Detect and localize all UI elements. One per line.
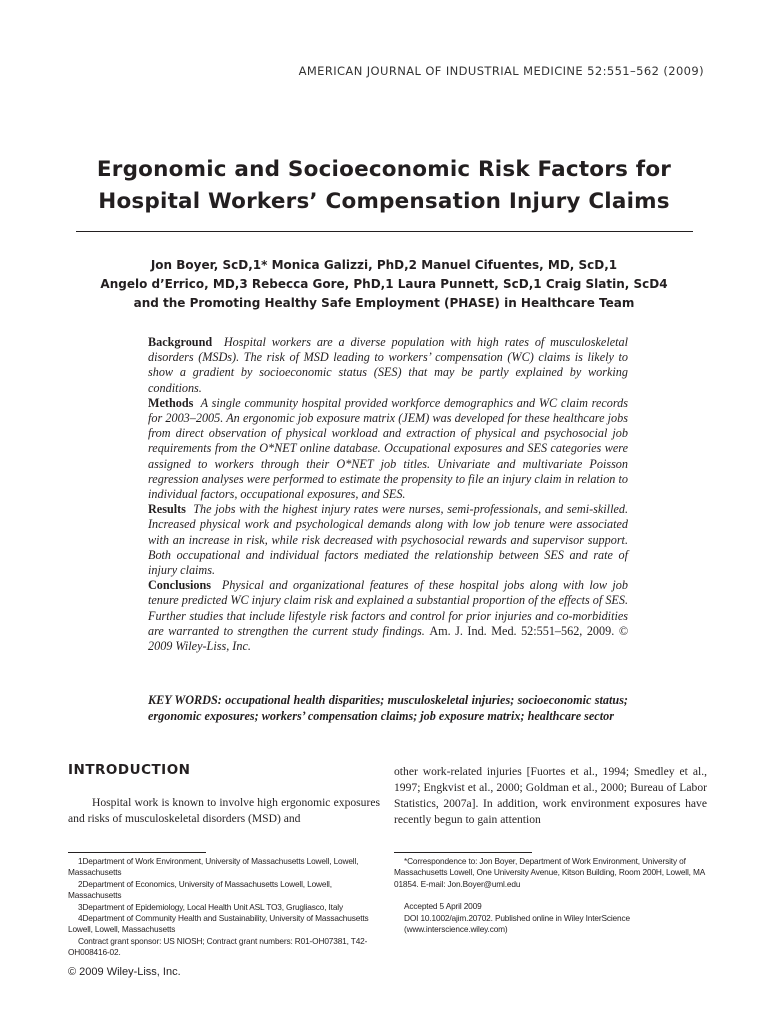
grant-footnote: Contract grant sponsor: US NIOSH; Contract grant numbers: R01-OH07381, T42-OH008416-02. <box>68 935 368 958</box>
author-line-3: and the Promoting Healthy Safe Employment (PHASE) in Healthcare Team <box>133 296 635 310</box>
introduction-column-2: other work-related injuries [Fuortes et al., 1994; Smedley et al., 1997; Engkvist et al., 2000; Goldman et al., 2000; Bureau of Labor Statistics, 2007a]. In addition, work environment exposures have recently begun to gain attention <box>394 765 707 826</box>
correspondence-footnotes <box>394 856 708 935</box>
conclusions-text: Physical and organizational features of these hospital jobs along with low job tenure predicted WC injury claim risk and explained a substantial proportion of the effects of SES. Further studies that include lifestyle risk factors and control for prior injuries and co-morbidities are warranted to strengthen the current study findings. <box>148 578 628 638</box>
journal-header: AMERICAN JOURNAL OF INDUSTRIAL MEDICINE 52:551–562 (2009) <box>298 64 704 78</box>
affiliation-2: 2Department of Economics, University of Massachusetts Lowell, Lowell, Massachusetts <box>68 878 332 901</box>
title-rule <box>76 231 693 232</box>
author-line-1: Jon Boyer, ScD,1* Monica Galizzi, PhD,2 Manuel Cifuentes, MD, ScD,1 <box>150 258 618 272</box>
keywords: KEY WORDS: occupational health disparities; musculoskeletal injuries; socioeconomic status; ergonomic exposures; workers’ compensation claims; job exposure matrix; healthcare sector <box>148 693 628 723</box>
abstract-results <box>148 502 628 578</box>
affiliation-3: 3Department of Epidemiology, Local Health Unit ASL TO3, Grugliasco, Italy <box>78 901 343 912</box>
article-title <box>0 154 768 218</box>
background-label: Background <box>148 335 213 349</box>
abstract-conclusions <box>148 578 628 654</box>
title-line-2: Hospital Workers’ Compensation Injury Claims <box>98 189 670 214</box>
author-line-2: Angelo d’Errico, MD,3 Rebecca Gore, PhD,1 Laura Punnett, ScD,1 Craig Slatin, ScD4 <box>100 277 668 291</box>
footnote-rule-right <box>394 852 532 853</box>
copyright-notice: © 2009 Wiley-Liss, Inc. <box>68 966 181 978</box>
abstract-methods <box>148 396 628 502</box>
affiliation-1: 1Department of Work Environment, University of Massachusetts Lowell, Lowell, Massachusetts <box>68 856 359 878</box>
abstract-citation-copyright: © 2009 Wiley-Liss, Inc. <box>148 623 629 654</box>
results-label: Results <box>148 502 186 517</box>
title-line-1: Ergonomic and Socioeconomic Risk Factors for <box>96 157 672 182</box>
affiliation-4: 4Department of Community Health and Sustainability, University of Massachusetts Lowell, Lowell, Massachusetts <box>68 913 369 935</box>
abstract <box>148 335 628 654</box>
introduction-column-1: Hospital work is known to involve high ergonomic exposures and risks of musculoskeletal disorders (MSD) and <box>68 796 380 825</box>
methods-label: Methods <box>148 395 194 410</box>
doi-line: DOI 10.1002/ajim.20702. Published online in Wiley InterScience (www.interscience.wiley.com) <box>404 912 630 935</box>
footnote-rule-left <box>68 852 206 853</box>
abstract-citation: Am. J. Ind. Med. 52:551–562, 2009. <box>429 623 615 638</box>
results-text: The jobs with the highest injury rates were nurses, semi-professionals, and semi-skilled. Increased physical work and psychological demands along with low job tenure were associated with an increase in risk, while risk decreased with psychosocial rewards and supervisor support. Both occupational and individual factors mediated the relationship between SES and rate of injury claims. <box>148 502 629 578</box>
conclusions-label: Conclusions <box>148 578 211 593</box>
abstract-background <box>148 335 628 396</box>
publication-info <box>394 901 708 935</box>
accepted-date: Accepted 5 April 2009 <box>404 901 482 912</box>
affiliation-footnotes <box>68 856 382 959</box>
author-list <box>0 256 768 313</box>
background-text: Hospital workers are a diverse population with high rates of musculoskeletal disorders (MSDs). The risk of MSD leading to workers’ compensation (WC) claims is likely to show a gradient by socioeconomic status (SES) that may be partly explained by working conditions. <box>148 335 629 395</box>
methods-text: A single community hospital provided workforce demographics and WC claim records for 2003–2005. An ergonomic job exposure matrix (JEM) was developed for these healthcare jobs from direct observation of physical workload and extraction of physical and psychosocial job requirements from the O*NET online database. Occupational exposures and SES categories were assigned to workers through their O*NET job titles. Univariate and multivariate Poisson regression analyses were performed to estimate the propensity to file an injury claim in relation to individual factors, occupational exposures, and SES. <box>148 395 628 502</box>
introduction-heading: INTRODUCTION <box>68 762 191 778</box>
correspondence: *Correspondence to: Jon Boyer, Department of Work Environment, University of Massachusetts Lowell, One University Avenue, Kitson Building, Room 200H, Lowell, MA 01854. E-mail: Jon.Boyer@uml.edu <box>394 856 705 889</box>
